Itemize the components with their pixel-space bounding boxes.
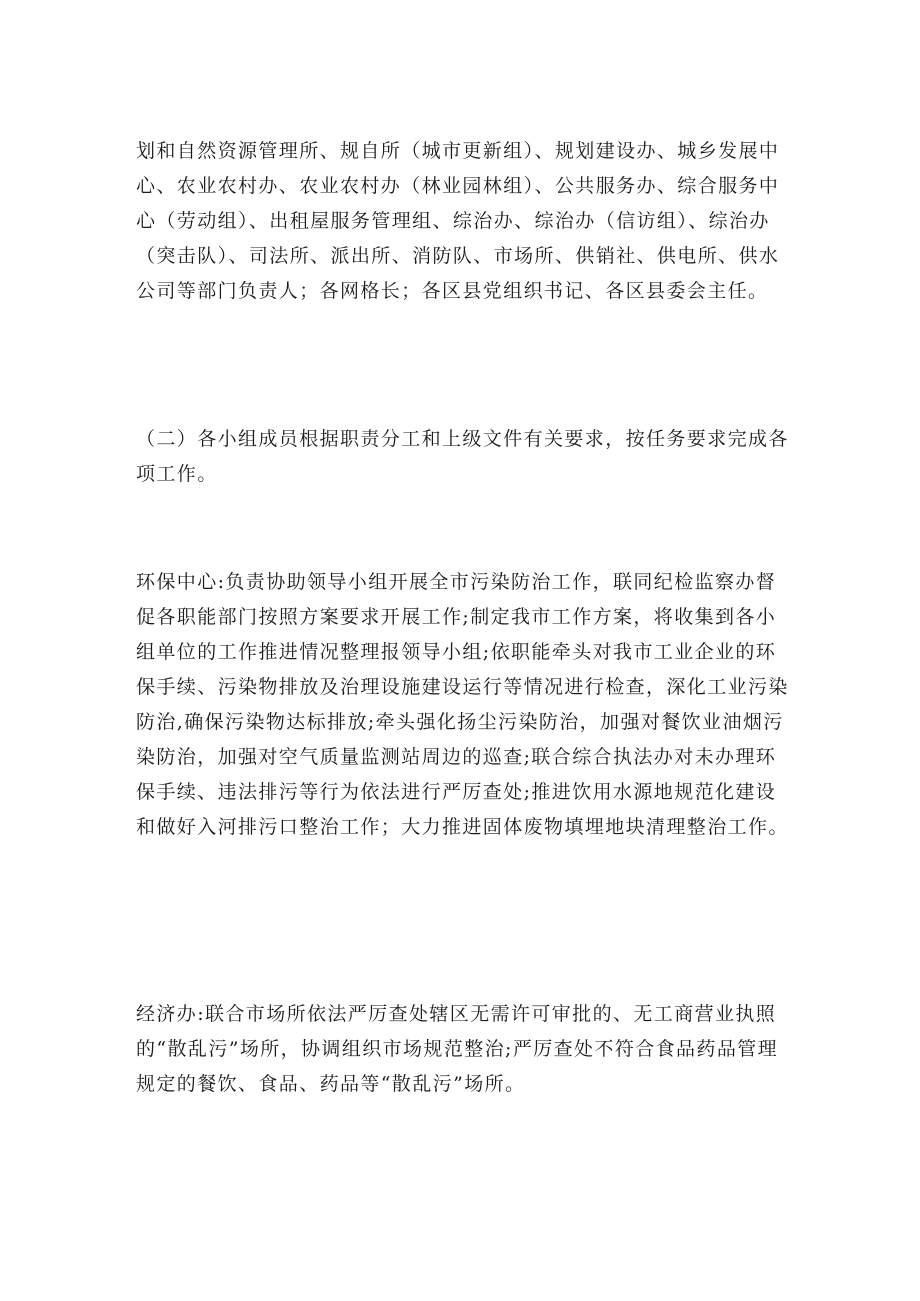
- paragraph-environment-center: 环保中心:负责协助领导小组开展全市污染防治工作，联同纪检监察办督促各职能部门按照方案要求开展工作;制定我市工作方案，将收集到各小组单位的工作推进情况整理报领导小组;依职能牵头对我市工业企业的环保手续、污染物排放及治理设施建设运行等情况进行检查，深化工业污染防治,确保污染物达标排放;牵头强化扬尘污染防治，加强对餐饮业油烟污染防治，加强对空气质量监测站周边的巡查;联合综合执法办对未办理环保手续、违法排污等行为依法进行严厉查处;推进饮用水源地规范化建设和做好入河排污口整治工作；大力推进固体废物填埋地块清理整治工作。: [136, 571, 789, 838]
- paragraph-section-two: （二）各小组成员根据职责分工和上级文件有关要求，按任务要求完成各项工作。: [136, 428, 789, 485]
- paragraph-department-list: 划和自然资源管理所、规自所（城市更新组）、规划建设办、城乡发展中心、农业农村办、农业农村办（林业园林组）、公共服务办、综合服务中心（劳动组）、出租屋服务管理组、综治办、综治办（信访组）、综治办（突击队）、司法所、派出所、消防队、市场所、供销社、供电所、供水公司等部门负责人；各网格长；各区县党组织书记、各区县委会主任。: [136, 140, 780, 302]
- paragraph-economic-office: 经济办:联合市场所依法严厉查处辖区无需许可审批的、无工商营业执照的“散乱污”场所，协调组织市场规范整治;严厉查处不符合食品药品管理规定的餐饮、食品、药品等“散乱污”场所。: [136, 1003, 779, 1095]
